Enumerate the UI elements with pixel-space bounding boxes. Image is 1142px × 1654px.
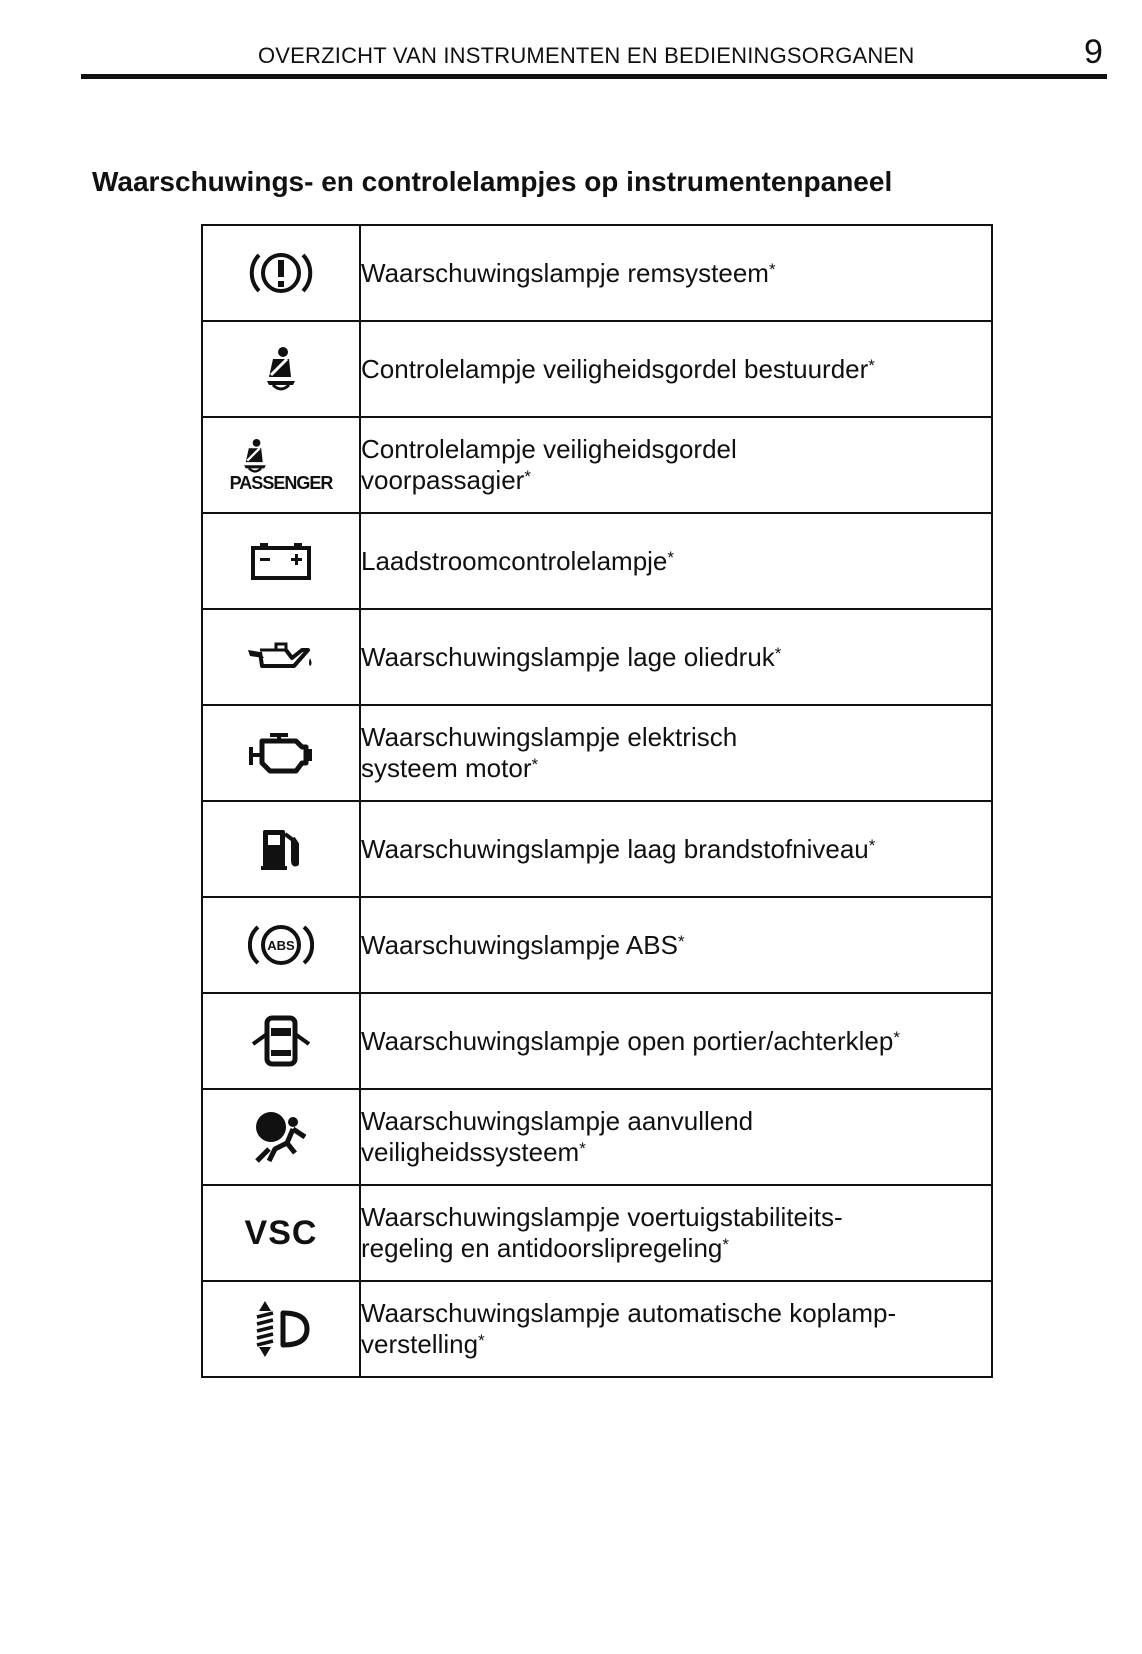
table-row (202, 417, 992, 513)
battery-charge-icon (250, 541, 312, 581)
header-rule (81, 74, 1107, 79)
lamp-description-line2: voorpassagier (361, 465, 525, 495)
running-header-title: OVERZICHT VAN INSTRUMENTEN EN BEDIENINGSORGANEN (258, 43, 915, 68)
fuel-level-icon (259, 826, 303, 872)
asterisk: * (893, 1027, 900, 1047)
lamp-description: Waarschuwingslampje voertuigstabiliteits- (361, 1202, 843, 1232)
headlamp-leveling-icon (251, 1299, 311, 1359)
asterisk: * (868, 835, 876, 855)
asterisk: * (478, 1331, 485, 1350)
table-row (202, 321, 992, 417)
asterisk: * (677, 931, 685, 951)
airbag-srs-icon (251, 1109, 311, 1165)
asterisk: * (722, 1235, 729, 1254)
table-row (202, 801, 992, 897)
asterisk: * (667, 547, 675, 567)
table-row (202, 1185, 992, 1281)
lamp-description: Waarschuwingslampje ABS (361, 929, 678, 960)
page-number: 9 (1084, 33, 1103, 71)
table-row (202, 225, 992, 321)
lamp-description: Laadstroomcontrolelampje (361, 545, 668, 576)
lamp-description: Waarschuwingslampje automatische koplamp- (361, 1298, 897, 1328)
lamp-description: Waarschuwingslampje remsysteem (361, 257, 769, 288)
table-row (202, 993, 992, 1089)
asterisk: * (531, 755, 539, 774)
door-open-icon (250, 1014, 312, 1068)
lamp-description-line2: regeling en antidoorslipregeling (361, 1233, 723, 1263)
vsc-icon: VSC (244, 1213, 318, 1252)
lamp-description: Waarschuwingslampje open portier/achterklep (361, 1025, 894, 1056)
oil-pressure-icon (246, 640, 316, 674)
table-row (202, 705, 992, 801)
table-row (202, 897, 992, 993)
passenger-label: PASSENGER (229, 472, 333, 493)
asterisk: * (868, 355, 875, 375)
lamp-description: Waarschuwingslampje aanvullend (361, 1106, 754, 1136)
asterisk: * (768, 259, 776, 279)
lamp-description-line2: verstelling (361, 1329, 479, 1359)
seatbelt-passenger-icon (230, 437, 333, 494)
lamp-description: Waarschuwingslampje elektrisch (361, 722, 738, 752)
brake-warning-icon (249, 245, 313, 301)
table-row (202, 1281, 992, 1377)
section-title: Waarschuwings- en controlelampjes op instrumentenpaneel (92, 166, 893, 197)
seatbelt-driver-icon (259, 345, 303, 393)
table-row (202, 1089, 992, 1185)
lamp-description-line2: veiligheidssysteem (361, 1137, 580, 1167)
asterisk: * (524, 467, 531, 486)
lamp-description: Controlelampje veiligheidsgordel bestuurder (361, 353, 869, 384)
asterisk: * (579, 1139, 586, 1158)
table-row (202, 513, 992, 609)
abs-label: ABS (267, 938, 295, 953)
asterisk: * (774, 643, 782, 663)
table-row (202, 609, 992, 705)
lamp-description: Waarschuwingslampje laag brandstofniveau (361, 833, 869, 864)
lamp-description-line2: systeem motor (361, 753, 532, 783)
warning-lamps-table (201, 224, 993, 1378)
abs-warning-icon (248, 919, 314, 971)
lamp-description: Waarschuwingslampje lage oliedruk (361, 641, 775, 672)
lamp-description: Controlelampje veiligheidsgordel (361, 434, 737, 464)
engine-check-icon (248, 731, 314, 775)
